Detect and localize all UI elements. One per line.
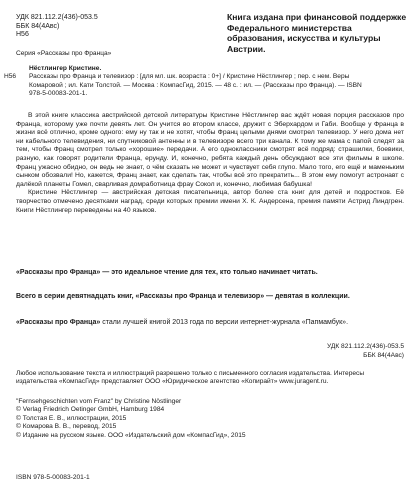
promo-series-title: «Рассказы про Франца» bbox=[16, 319, 101, 326]
author-name: Нёстлингер Кристине. bbox=[29, 65, 102, 72]
footer-bbk: ББК 84(4Авс) bbox=[363, 351, 404, 359]
biblio-line-2: Комаровой ; ил. Кати Толстой. — Москва : КомпасГид, 2015. — 48 с. : ил. — (Рассказы про Франца). — ISBN bbox=[29, 81, 362, 89]
promo-line-1: «Рассказы про Франца» — это идеальное чтение для тех, кто только начинает читать. bbox=[16, 269, 318, 276]
copyright-translation: © Комарова В. В., перевод, 2015 bbox=[16, 423, 117, 431]
promo-line-2: Всего в серии девятнадцать книг, «Рассказы про Франца и телевизор» — девятая в коллекции. bbox=[16, 293, 350, 300]
footer-classification bbox=[327, 343, 404, 360]
footer-udk: УДК 821.112.2(436)-053.5 bbox=[327, 343, 404, 350]
udk-code: УДК 821.112.2(436)-053.5 bbox=[16, 14, 98, 21]
classification-block bbox=[16, 14, 98, 40]
copyright-publisher: © Verlag Friedrich Oetinger GmbH, Hamburg 1984 bbox=[16, 406, 165, 414]
isbn: ISBN 978-5-00083-201-1 bbox=[16, 474, 90, 481]
margin-author-mark: Н56 bbox=[4, 73, 17, 80]
annotation-paragraph-1: В этой книге классика австрийской детской литературы Кристине Нёстлингер вас ждёт новая порция рассказов про Франца, которому уже почти девять лет. Он учится во втором классе, дружит с Эберхардом и Габи. Вообще у Франца в жизни всё отлично, кроме одного: ему ну так и не хотят, чтобы Франц целыми днями смотрел телевизор. У него дома нет ни кабельного телевидения, ни спутниковой антенны и в телевизоре всего три канала. К тому же мама с папой следят за тем, чтобы Франц смотрел только «хорошие» передачи. А его одноклассники смотрят всё подряд: страшилки, боевики, разную, как говорят родители Франца, ерунду. И, конечно, ребята каждый день обсуждают все эти фильмы в школе. Франц ужасно обидно, он ведь не знает, о чём сказать не может и чувствует себя глупо. Мало того, его ещё и маменьким сынком обозвали! Но, кажется, Франц знает, как сделать так, чтобы всё это прекратить... В этом ему помогут астронавт с далёкой планеты Гомел, сварливая домработница фрау Сокол и, конечно, любимая бабушка! bbox=[16, 112, 404, 188]
promo-line-3 bbox=[16, 318, 404, 327]
original-title: "Fernsehgeschichten vom Franz" by Christine Nöstlinger bbox=[16, 398, 182, 405]
copyright-illustrations: © Толстая Е. В., иллюстрации, 2015 bbox=[16, 414, 127, 422]
annotation-paragraph-2: Кристине Нёстлингер — австрийская детская писательница, автор более ста книг для детей и подростков. Её творчество отмечено десятками наград, среди которых премии имени Х. К. Андерсена, премия памяти Астрид Линдгрен. Книги Нёстлингер переведены на 40 языков. bbox=[16, 189, 404, 214]
bibliographic-record bbox=[29, 65, 404, 99]
biblio-line-1: Рассказы про Франца и телевизор : [для мл. шк. возраста : 0+] / Кристине Нёстлингер ; пер. с нем. Веры bbox=[29, 73, 350, 81]
bbk-code: ББК 84(4Авс) bbox=[16, 22, 60, 30]
rights-notice: Любое использование текста и иллюстраций разрешено только с письменного согласия издательства. Интересы издательства «КомпасГид» представляет ООО «Юридическое агентство «Копирайт» www.juragent.ru. bbox=[16, 370, 365, 386]
series-name: Серия «Рассказы про Франца» bbox=[16, 50, 112, 57]
promo-award-text: стали лучшей книгой 2013 года по версии интернет-журнала «Папмамбук». bbox=[100, 319, 349, 326]
copyright-block bbox=[16, 398, 404, 440]
copyright-russian-edition: © Издание на русском языке. ООО «Издательский дом «КомпасГид», 2015 bbox=[16, 431, 246, 439]
biblio-line-3: 978-5-00083-201-1. bbox=[29, 90, 88, 98]
author-mark: Н56 bbox=[16, 31, 29, 39]
annotation bbox=[16, 112, 404, 215]
funding-notice: Книга издана при финансовой поддержке Федерального министерства образования, искусства и культуры Австрии. bbox=[227, 12, 407, 54]
